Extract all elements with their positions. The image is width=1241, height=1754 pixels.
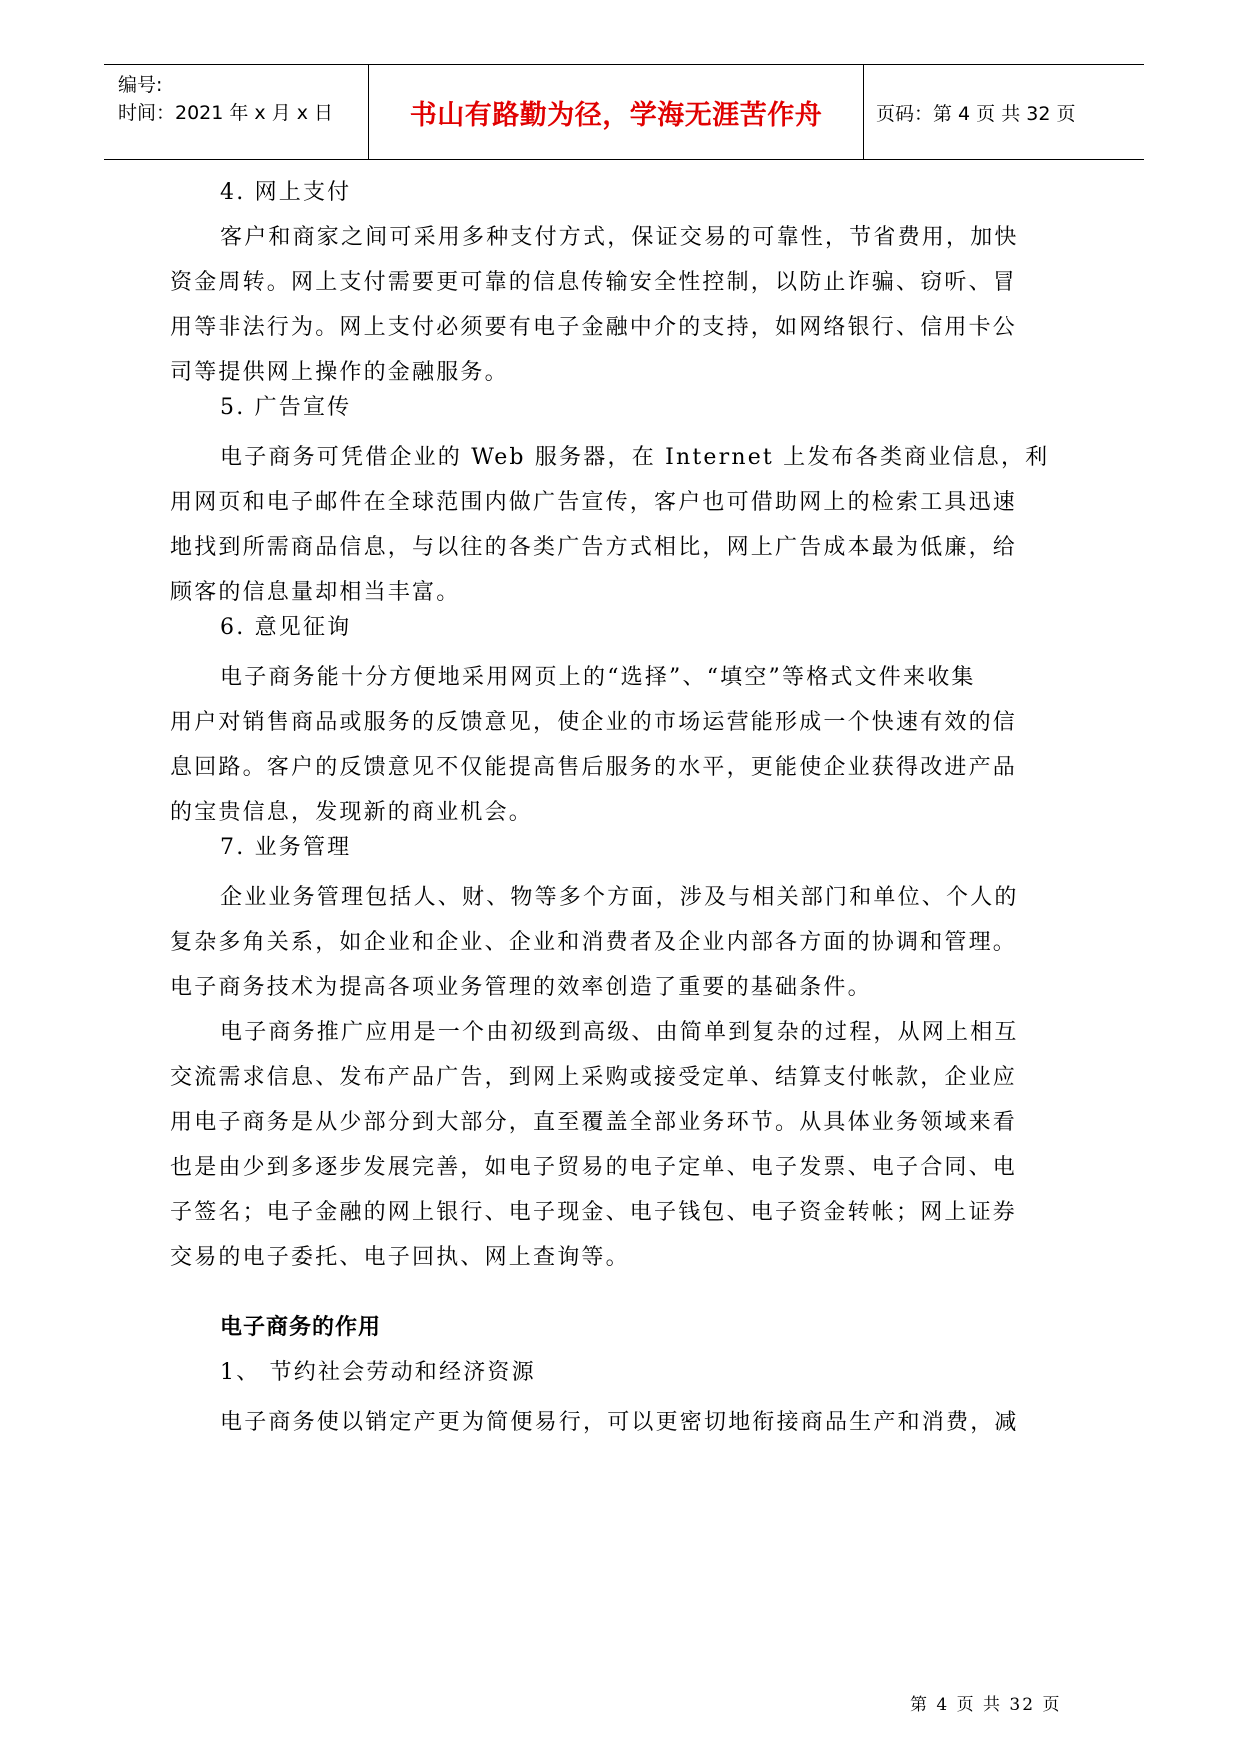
paragraph-line: 用户对销售商品或服务的反馈意见，使企业的市场运营能形成一个快速有效的信: [170, 710, 1018, 735]
paragraph-line: 电子商务可凭借企业的 Web 服务器，在 Internet 上发布各类商业信息，利: [220, 445, 1050, 470]
paragraph-line: 企业业务管理包括人、财、物等多个方面，涉及与相关部门和单位、个人的: [220, 885, 1019, 910]
header-page-info: 页码：第 4 页 共 32 页: [876, 102, 1076, 125]
paragraph-line: 也是由少到多逐步发展完善，如电子贸易的电子定单、电子发票、电子合同、电: [170, 1155, 1018, 1180]
header-meta-cell: [104, 65, 369, 159]
paragraph-line: 电子商务推广应用是一个由初级到高级、由简单到复杂的过程，从网上相互: [220, 1020, 1019, 1045]
section-title-role-of-ecommerce: 电子商务的作用: [220, 1315, 382, 1340]
paragraph-line: 复杂多角关系，如企业和企业、企业和消费者及企业内部各方面的协调和管理。: [170, 930, 1018, 955]
paragraph-line: 顾客的信息量却相当丰富。: [170, 580, 461, 605]
paragraph-line: 用网页和电子邮件在全球范围内做广告宣传，客户也可借助网上的检索工具迅速: [170, 490, 1018, 515]
paragraph-line: 地找到所需商品信息，与以往的各类广告方式相比，网上广告成本最为低廉，给: [170, 535, 1018, 560]
paragraph-line: 交易的电子委托、电子回执、网上查询等。: [170, 1245, 630, 1270]
section-heading-feedback: 6. 意见征询: [220, 615, 352, 640]
section-heading-business-management: 7. 业务管理: [220, 835, 352, 860]
footer-page-number: 第 4 页 共 32 页: [910, 1695, 1062, 1715]
section-heading-online-payment: 4. 网上支付: [220, 180, 352, 205]
paragraph-line: 客户和商家之间可采用多种支付方式，保证交易的可靠性，节省费用，加快: [220, 225, 1019, 250]
document-number-label: 编号:: [118, 74, 163, 96]
subsection-heading: 1、 节约社会劳动和经济资源: [220, 1360, 536, 1385]
header-table: [104, 64, 1144, 160]
section-heading-advertising: 5. 广告宣传: [220, 395, 352, 420]
header-motto: 书山有路勤为径，学海无涯苦作舟: [369, 65, 864, 159]
paragraph-line: 子签名；电子金融的网上银行、电子现金、电子钱包、电子资金转帐；网上证券: [170, 1200, 1018, 1225]
document-time-label: 时间：2021 年 x 月 x 日: [118, 102, 334, 124]
paragraph-line: 息回路。客户的反馈意见不仅能提高售后服务的水平，更能使企业获得改进产品: [170, 755, 1018, 780]
paragraph-line: 电子商务使以销定产更为简便易行，可以更密切地衔接商品生产和消费，减: [220, 1410, 1019, 1435]
paragraph-line: 用等非法行为。网上支付必须要有电子金融中介的支持，如网络银行、信用卡公: [170, 315, 1018, 340]
paragraph-line: 司等提供网上操作的金融服务。: [170, 360, 509, 385]
paragraph-line: 电子商务技术为提高各项业务管理的效率创造了重要的基础条件。: [170, 975, 872, 1000]
paragraph-line: 用电子商务是从少部分到大部分，直至覆盖全部业务环节。从具体业务领域来看: [170, 1110, 1018, 1135]
paragraph-line: 交流需求信息、发布产品广告，到网上采购或接受定单、结算支付帐款，企业应: [170, 1065, 1018, 1090]
paragraph-line: 电子商务能十分方便地采用网页上的“选择”、“填空”等格式文件来收集: [220, 665, 976, 690]
paragraph-line: 的宝贵信息，发现新的商业机会。: [170, 800, 534, 825]
paragraph-line: 资金周转。网上支付需要更可靠的信息传输安全性控制，以防止诈骗、窃听、冒: [170, 270, 1018, 295]
